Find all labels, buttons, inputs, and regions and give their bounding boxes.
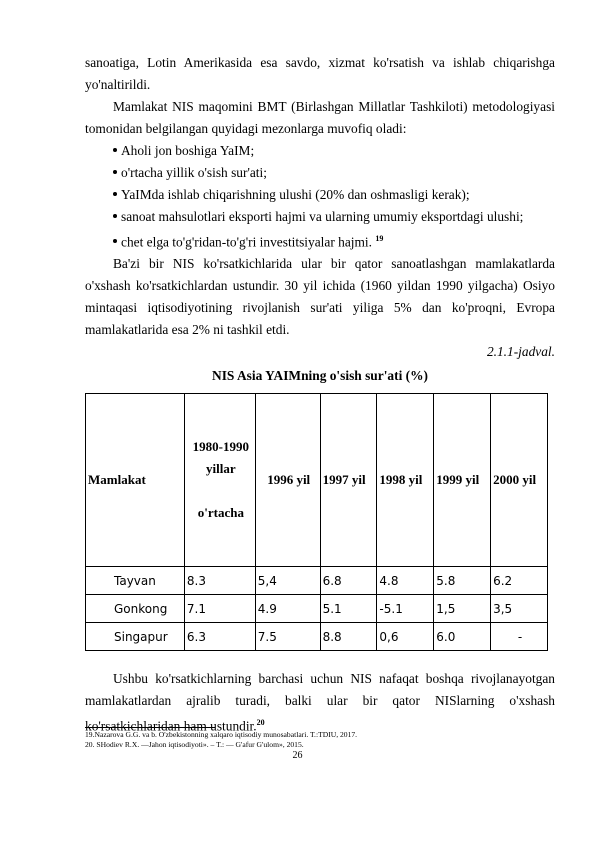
footnote-divider — [85, 727, 215, 728]
table-reference: 2.1.1-jadval. — [486, 344, 555, 360]
header-1996: 1996 yil — [255, 394, 320, 567]
header-1997: 1997 yil — [320, 394, 377, 567]
header-2000: 2000 yil — [491, 394, 548, 567]
bullet-icon — [113, 239, 117, 243]
page-number: 26 — [292, 750, 303, 761]
bullet-icon — [113, 192, 117, 196]
table-row: Singapur 6.3 7.5 8.8 0,6 6.0 - — [86, 623, 548, 651]
table-title: NIS Asia YAIMning o'sish sur'ati (%) — [212, 368, 428, 384]
table-header-row — [86, 394, 548, 567]
growth-table — [85, 393, 548, 651]
bullet-item: sanoat mahsulotlari eksporti hajmi va ularning umumiy eksportdagi ulushi; — [85, 206, 555, 228]
bullet-item: chet elga to'g'ridan-to'g'ri investitsiyalar hajmi. $^{19}$ — [85, 228, 555, 253]
header-1980-1990: 1980-1990 yillar o'rtacha — [184, 394, 255, 567]
footnote-20: 20. SHodiev R.X. —Jahon iqtisodiyoti». – T.: — G'afur G'ulom», 2015. — [85, 740, 304, 749]
bullet-icon — [113, 148, 117, 152]
header-1999: 1999 yil — [434, 394, 491, 567]
table-row: Tayvan 8.3 5,4 6.8 4.8 5.8 6.2 — [86, 567, 548, 595]
header-country: Mamlakat — [86, 394, 185, 567]
header-1998: 1998 yil — [377, 394, 434, 567]
footnote-ref: 20 — [256, 718, 265, 728]
bullet-item: YaIMda ishlab chiqarishning ulushi (20% dan oshmasligi kerak); — [85, 184, 555, 206]
paragraph-1: sanoatiga, Lotin Amerikasida esa savdo, xizmat ko'rsatish va ishlab chiqarishga yo'naltirildi. — [85, 55, 555, 92]
footnote-ref: 19 — [375, 234, 384, 243]
paragraph-2: Mamlakat NIS maqomini BMT (Birlashgan Millatlar Tashkiloti) metodologiyasi tomonidan belgilangan quyidagi mezonlarga muvofiq oladi: — [85, 99, 555, 136]
bullet-item: o'rtacha yillik o'sish sur'ati; — [85, 162, 555, 184]
bullet-icon — [113, 214, 117, 218]
footnote-19: 19.Nazarova G.G. va b. O'zbekistonning xalqaro iqtisodiy munosabatlari. T.:TDIU, 2017. — [85, 730, 358, 739]
bullet-icon — [113, 170, 117, 174]
page-body — [85, 52, 555, 738]
table-row: Gonkong 7.1 4.9 5.1 -5.1 1,5 3,5 — [86, 595, 548, 623]
paragraph-3: Ba'zi bir NIS ko'rsatkichlarida ular bir qator sanoatlashgan mamlakatlarda o'xshash ko'rsatkichlardan ustundir. 30 yil ichida (1960 yildan 1990 yilgacha) Osiyo mintaqasi iqtisodiyotining rivojlanish sur'ati yiliga 5% dan ko'proqni, Evropa mamlakatlarida esa 2% ni tashkil etdi. — [85, 256, 555, 338]
paragraph-4: Ushbu ko'rsatkichlarning barchasi uchun NIS nafaqat boshqa rivojlanayotgan mamlakatlardan ajralib turadi, balki ular bir qator NISlarning o'xshash ko'rsatkichlaridan ham ustundir.$^{20}$ — [85, 671, 555, 734]
bullet-item: Aholi jon boshiga YaIM; — [85, 140, 555, 162]
